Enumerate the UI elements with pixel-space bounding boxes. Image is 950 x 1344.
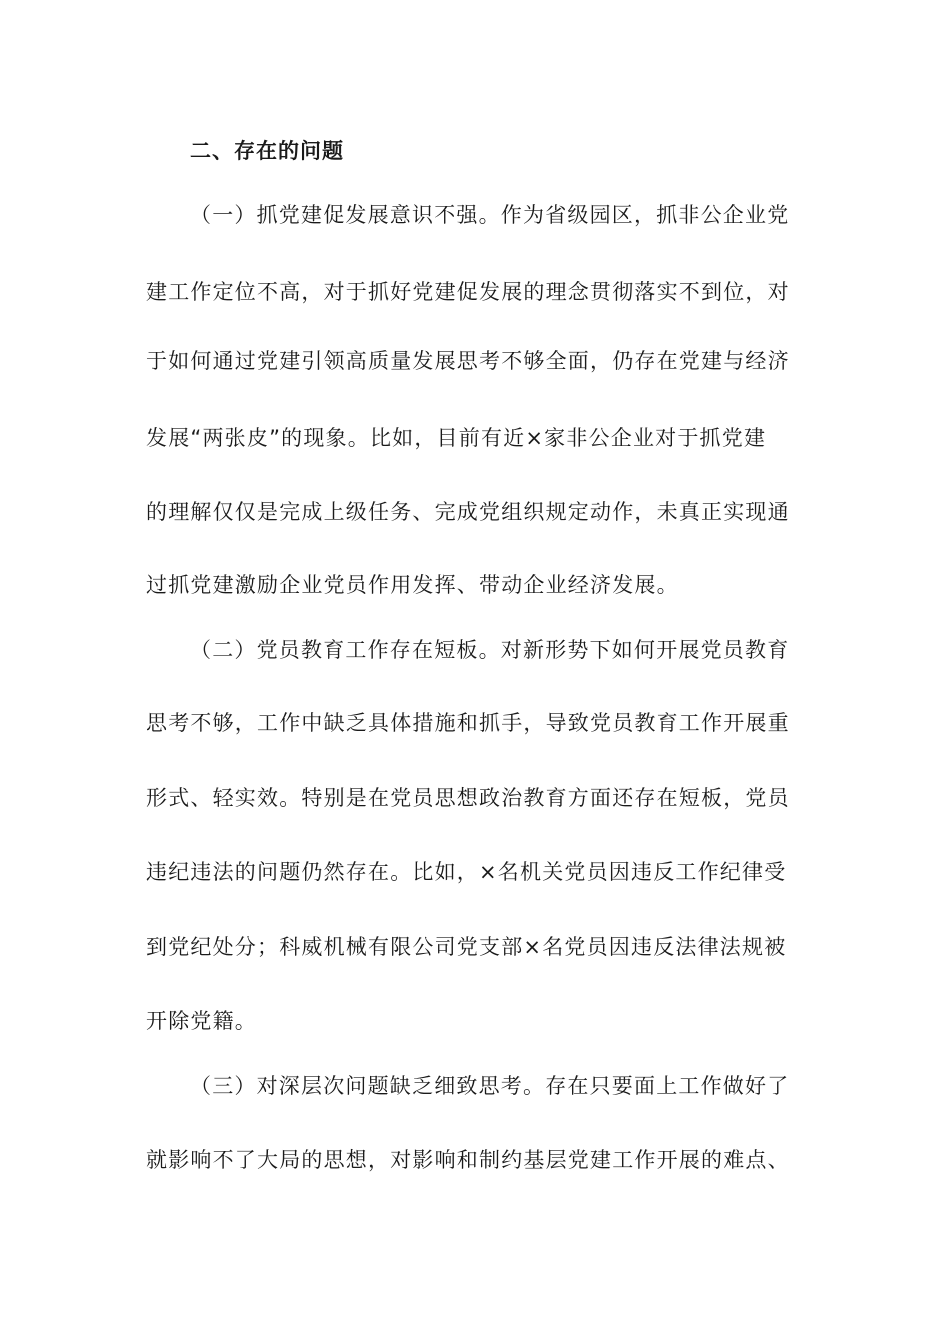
paragraph-line: （一）抓党建促发展意识不强。作为省级园区，抓非公企业党 [190,203,790,227]
paragraph-line: 于如何通过党建引领高质量发展思考不够全面，仍存在党建与经济 [146,349,790,373]
paragraph-line: 形式、轻实效。特别是在党员思想政治教育方面还存在短板，党员 [146,786,790,810]
paragraph-line: 思考不够，工作中缺乏具体措施和抓手，导致党员教育工作开展重 [146,711,790,735]
paragraph-line: 就影响不了大局的思想，对影响和制约基层党建工作开展的难点、 [146,1148,790,1172]
paragraph-line: （二）党员教育工作存在短板。对新形势下如何开展党员教育 [190,638,790,662]
paragraph-line: （三）对深层次问题缺乏细致思考。存在只要面上工作做好了 [190,1074,790,1098]
paragraph-line: 过抓党建激励企业党员作用发挥、带动企业经济发展。 [146,573,679,597]
paragraph-line: 开除党籍。 [146,1009,257,1033]
paragraph-line: 到党纪处分；科威机械有限公司党支部×名党员因违反法律法规被 [146,935,787,959]
paragraph-line: 建工作定位不高，对于抓好党建促发展的理念贯彻落实不到位，对 [146,280,790,304]
paragraph-line: 的理解仅仅是完成上级任务、完成党组织规定动作，未真正实现通 [146,500,790,524]
section-heading: 二、存在的问题 [190,139,344,163]
paragraph-line: 发展“两张皮”的现象。比如，目前有近×家非公企业对于抓党建 [146,426,767,450]
paragraph-line: 违纪违法的问题仍然存在。比如，×名机关党员因违反工作纪律受 [146,860,787,884]
